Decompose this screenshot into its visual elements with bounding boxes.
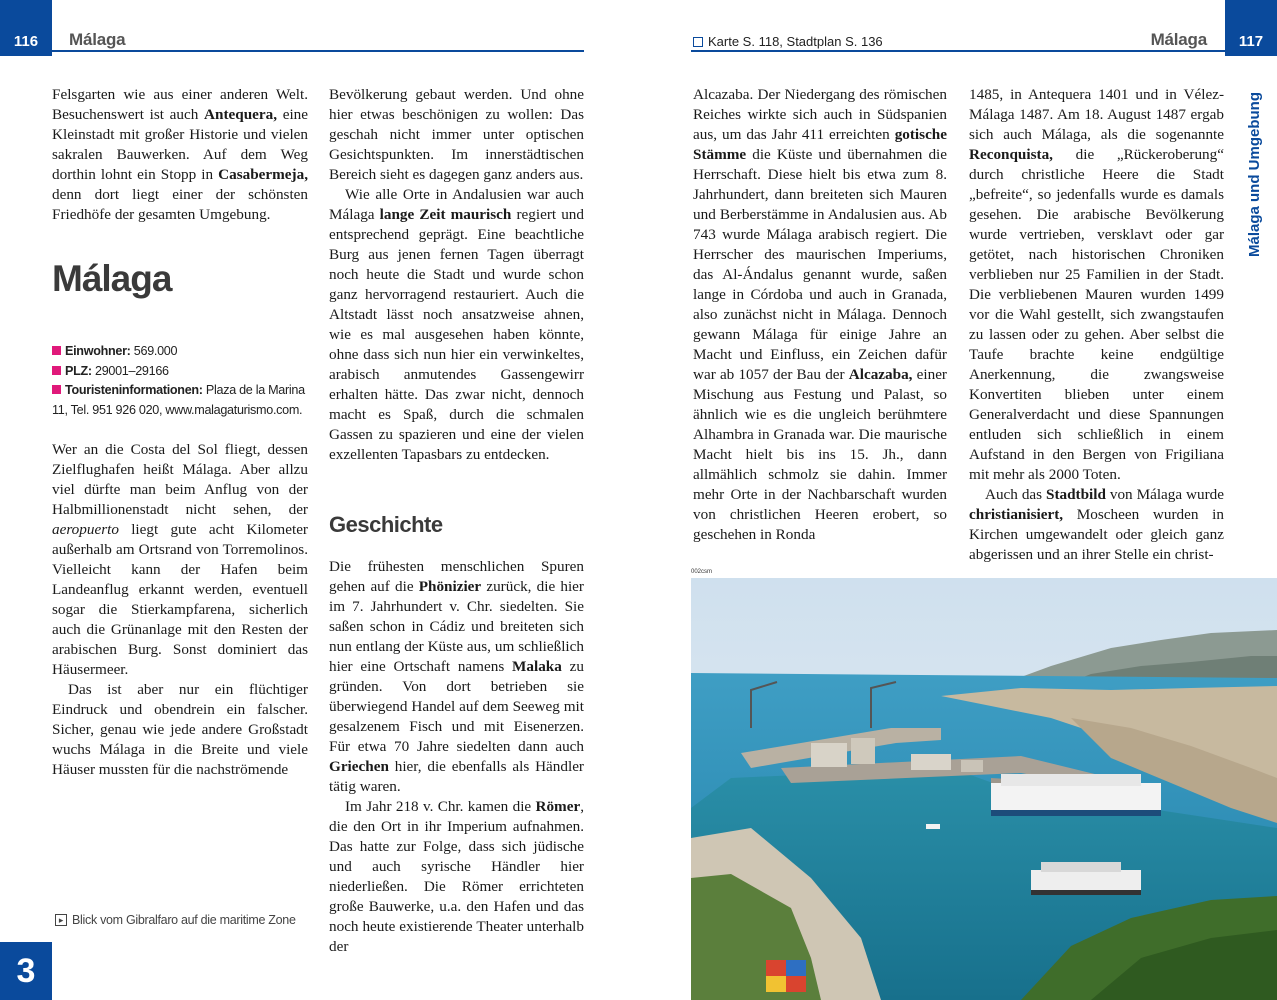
paragraph: Bevölkerung gebaut werden. Und ohne hier etwas beschönigen zu wollen: Das geschah nicht immer unter optischen Gesichtspunkten. Im innerstädtischen Bereich sieht es dagegen ganz anders aus. bbox=[329, 86, 584, 183]
fact-bullet-icon bbox=[52, 346, 61, 355]
photo-code: 002csm bbox=[691, 569, 713, 575]
harbour-photo bbox=[691, 578, 1277, 1000]
history-text-column bbox=[329, 557, 584, 957]
paragraph: Die frühesten menschlichen Spuren gehen auf die Phönizier zurück, die hier im 7. Jahrhundert v. Chr. siedelten. Sie saßen schon in Cádiz und breiteten sich nun entlang der Küste aus, um schließlich hier eine Ortschaft namens Malaka zu gründen. Von dort betrieben sie überwiegend Handel auf dem Seeweg mit gesalzenem Fisch und mit Eisenerzen. Für etwa 70 Jahre siedelten dann auch Griechen hier, die ebenfalls als Händler tätig waren. bbox=[329, 558, 584, 795]
page-number-right: 117 bbox=[1225, 0, 1277, 56]
right-page bbox=[639, 0, 1277, 1000]
photo-caption: ▸ Blick vom Gibralfaro auf die maritime Zone bbox=[55, 913, 296, 927]
side-chapter-label: Málaga und Umgebung bbox=[1245, 91, 1263, 257]
paragraph: Felsgarten wie aus einer anderen Welt. Besuchenswert ist auch Antequera, eine Kleinstadt mit großer Historie und vielen sakralen Bauwerken. Auf dem Weg dorthin lohnt ein Stopp in Casabermeja, denn dort liegt einer der schönsten Friedhöfe der gesamten Umgebung. bbox=[52, 86, 308, 223]
running-header-right: Málaga bbox=[1150, 30, 1207, 49]
paragraph: Wie alle Orte in Andalusien war auch Málaga lange Zeit maurisch regiert und entsprechend geprägt. Eine beachtliche Burg aus jenen fernen Tagen überragt noch heute die Stadt und wurde schon ganz hervorragend restauriert. Auch die Altstadt lässt noch ansatzweise ahnen, wie es mal ausgesehen haben könnte, ohne dass sich nun hier ein verwinkeltes, arabisch anmutendes Gassengewirr erhalten hätte. Das zwar nicht, dennoch macht es Spaß, durch die schmalen Gassen zu spazieren und eine der vielen exzellenten Tapasbars zu entdecken. bbox=[329, 186, 584, 463]
left-page bbox=[0, 0, 638, 1000]
header-rule-right bbox=[691, 50, 1225, 52]
body-text-column-left bbox=[52, 440, 308, 780]
paragraph: Auch das Stadtbild von Málaga wurde christianisiert, Moscheen wurden in Kirchen umgewandelt oder gleich ganz abgerissen und an ihrer Stelle ein christ- bbox=[969, 486, 1224, 563]
fact-tourist-info: Touristeninformationen: Plaza de la Marina 11, Tel. 951 926 020, www.malagaturismo.com. bbox=[52, 383, 305, 417]
paragraph: Wer an die Costa del Sol fliegt, dessen Zielflughafen heißt Málaga. Aber allzu viel dürfte man beim Anflug von der Halbmillionenstadt nicht sehen, der aeropuerto liegt gute acht Kilometer außerhalb am Ortsrand von Torremolinos. Vielleicht kann der Hafen beim Landeanflug erkannt werden, eventuell sogar die Stierkampfarena, sicherlich auch die Grünanlage mit den Resten der arabischen Burg. Sonst dominiert das Häusermeer. bbox=[52, 441, 308, 678]
intro-text-column bbox=[52, 85, 308, 225]
paragraph: Im Jahr 218 v. Chr. kamen die Römer, die den Ort in ihr Imperium aufnahmen. Das hatte zur Folge, dass sich jüdische und auch syrische Händler hier niederließen. Die Römer errichteten große Bauwerke, u.a. den Hafen und das noch heute existierende Theater unterhalb der bbox=[329, 798, 584, 955]
fact-bullet-icon bbox=[52, 366, 61, 375]
body-text-column-right-top bbox=[329, 85, 584, 465]
header-rule-left bbox=[52, 50, 584, 52]
map-reference-box-icon bbox=[693, 37, 703, 47]
map-reference: Karte S. 118, Stadtplan S. 136 bbox=[693, 34, 883, 49]
city-title: Málaga bbox=[52, 258, 172, 299]
right-text-column-1 bbox=[693, 85, 947, 545]
chapter-tab: 3 bbox=[0, 942, 52, 1000]
page-number-left: 116 bbox=[0, 0, 52, 56]
running-header-left: Málaga bbox=[69, 30, 126, 49]
fact-population: Einwohner: 569.000 bbox=[52, 342, 310, 362]
fact-postal-code: PLZ: 29001–29166 bbox=[52, 362, 310, 382]
paragraph: Das ist aber nur ein flüchtiger Eindruck und obendrein ein falscher. Sicher, genau wie jede andere Großstadt wuchs Málaga in die Breite und viele Häuser mussten für die nachströmende bbox=[52, 681, 308, 778]
section-heading-history: Geschichte bbox=[329, 512, 443, 537]
caption-arrow-icon: ▸ bbox=[55, 914, 67, 926]
right-text-column-2 bbox=[969, 85, 1224, 565]
fact-bullet-icon bbox=[52, 385, 61, 394]
paragraph: Alcazaba. Der Niedergang des römischen Reiches wirkte sich auch in Südspanien aus, um das Jahr 411 erreichten gotische Stämme die Küste und übernahmen die Herrschaft. Diese hielt bis etwa zum 8. Jahrhundert, dann breiteten sich Mauren und Berberstämme in Andalusien aus. Ab 743 wurde Málaga arabisch regiert. Die Herrscher des maurischen Imperiums, das Al-Ándalus genannt wurde, saßen lange in Córdoba und auch in Granada, also zunächst nicht in Málaga. Dennoch gewann Málaga für einige Jahre an Macht und Einfluss, ein Zeichen dafür war ab 1057 der Bau der Alcazaba, einer Mischung aus Festung und Palast, so ähnlich wie es die ungleich berühmtere Alhambra in Granada war. Die maurische Macht hielt bis ins 15. Jh., dann allmählich schmolz sie dahin. Immer mehr Orte in der Nachbarschaft wurden von christlichen Heeren erobert, so geschehen in Ronda bbox=[693, 86, 947, 543]
paragraph: 1485, in Antequera 1401 und in Vélez-Málaga 1487. Am 18. August 1487 ergab sich auch Málaga, als die sogenannte Reconquista, die „Rückeroberung“ durch christliche Heere die Stadt „befreite“, so jedenfalls wurde es damals gesehen. Die arabische Bevölkerung wurde vertrieben, versklavt oder gar getötet, nach historischen Chroniken verblieben nur 25 Familien in der Stadt. Die verbliebenen Mauren wurden 1499 vor die Wahl gestellt, sich zwangstaufen zu lassen oder zu gehen. Aber selbst die Taufe brachte keine endgültige Anerkennung, die zwangsweise Konvertiten blieben unter einem Generalverdacht und diese Spannungen entluden sich schließlich in einem Aufstand in den Bergen von Frigiliana mit mehr als 2000 Toten. bbox=[969, 86, 1224, 483]
fact-box bbox=[52, 342, 310, 420]
